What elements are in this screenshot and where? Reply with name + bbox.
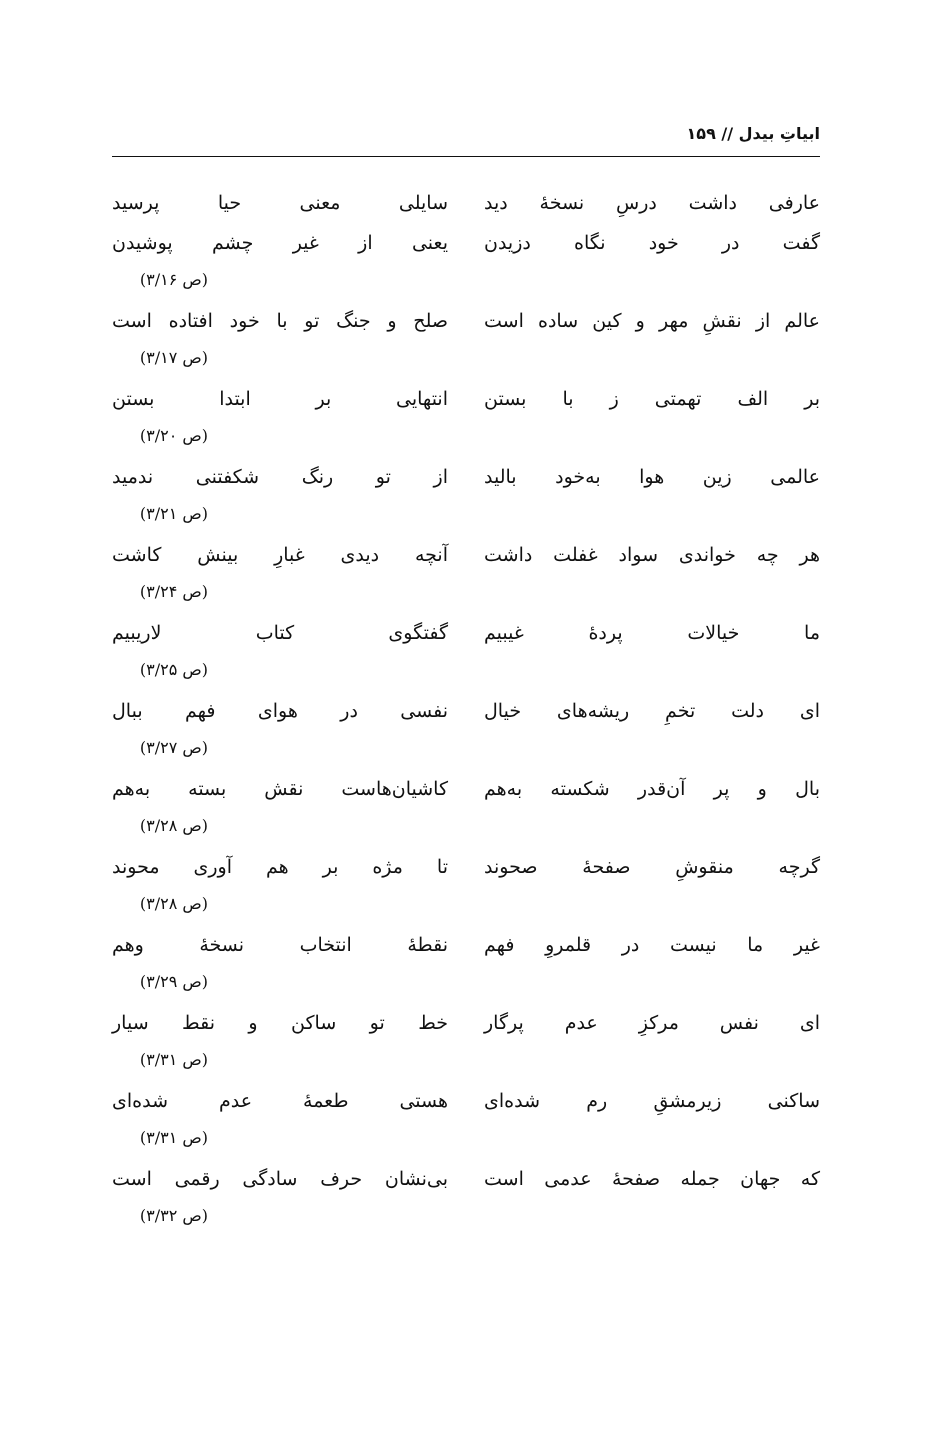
verse-line (112, 774, 820, 814)
page-reference (112, 892, 820, 930)
first-hemistich: ساکنی زیرمشقِ رم شده‌ای (484, 1090, 820, 1112)
running-head: ابیاتِ بیدل // ۱۵۹ (686, 124, 820, 143)
first-hemistich: عالمی زین هوا به‌خود بالید (484, 466, 820, 488)
verse (112, 774, 820, 852)
reference-text: (ص ۳/۱۷) (139, 348, 208, 367)
verse (112, 1086, 820, 1164)
reference-text: (ص ۳/۱۶) (139, 270, 208, 289)
reference-text: (ص ۳/۳۲) (139, 1206, 208, 1225)
second-hemistich: صلح و جنگ تو با خود افتاده است (112, 310, 448, 332)
second-hemistich: بی‌نشان حرف سادگی رقمی است (112, 1168, 448, 1190)
verse (112, 462, 820, 540)
verse-line (112, 1164, 820, 1204)
second-hemistich: سایلی معنی حیا پرسید (112, 192, 448, 214)
verse-line (112, 930, 820, 970)
verse-line (112, 618, 820, 658)
verse (112, 1164, 820, 1242)
verse (112, 540, 820, 618)
verse (112, 930, 820, 1008)
reference-text: (ص ۳/۳۱) (139, 1050, 208, 1069)
verse (112, 188, 820, 228)
page-reference (112, 1126, 820, 1164)
second-hemistich: کاشیان‌هاست نقش بسته به‌هم (112, 778, 448, 800)
second-hemistich: نقطهٔ انتخاب نسخهٔ وهم (112, 934, 448, 956)
first-hemistich: هر چه خواندی سواد غفلت داشت (484, 544, 820, 566)
verse (112, 852, 820, 930)
verse-line (112, 228, 820, 268)
second-hemistich: آنچه دیدی غبارِ بینش کاشت (112, 544, 448, 566)
page-header (112, 120, 820, 157)
verse (112, 1008, 820, 1086)
verse-line (112, 188, 820, 228)
verse (112, 618, 820, 696)
reference-text: (ص ۳/۳۱) (139, 1128, 208, 1147)
page-reference (112, 268, 820, 306)
verse-line (112, 852, 820, 892)
second-hemistich: هستی طعمهٔ عدم شده‌ای (112, 1090, 448, 1112)
page-reference (112, 658, 820, 696)
first-hemistich: که جهان جمله صفحهٔ عدمی است (484, 1168, 820, 1190)
first-hemistich: گرچه منقوشِ صفحهٔ صحوند (484, 856, 820, 878)
reference-text: (ص ۳/۲۱) (139, 504, 208, 523)
reference-text: (ص ۳/۲۹) (139, 972, 208, 991)
verse-line (112, 384, 820, 424)
verse (112, 228, 820, 306)
page-reference (112, 580, 820, 618)
second-hemistich: گفتگوی کتاب لاریبیم (112, 622, 448, 644)
second-hemistich: یعنی از غیر چشم پوشیدن (112, 232, 448, 254)
verse (112, 384, 820, 462)
page-reference (112, 1048, 820, 1086)
reference-text: (ص ۳/۲۴) (139, 582, 208, 601)
second-hemistich: از تو رنگ شکفتنی ندمید (112, 466, 448, 488)
page-reference (112, 424, 820, 462)
second-hemistich: نفسی در هوای فهم ببال (112, 700, 448, 722)
second-hemistich: انتهایی بر ابتدا بستن (112, 388, 448, 410)
first-hemistich: ای نفس مرکزِ عدم پرگار (484, 1012, 820, 1034)
verse (112, 696, 820, 774)
first-hemistich: بال و پر آن‌قدر شکسته به‌هم (484, 778, 820, 800)
first-hemistich: عالم از نقشِ مهر و کین ساده است (484, 310, 820, 332)
first-hemistich: ما خیالات پردهٔ غیبیم (484, 622, 820, 644)
page-reference (112, 814, 820, 852)
poem-body (112, 188, 820, 1242)
first-hemistich: گفت در خود نگاه دزیدن (484, 232, 820, 254)
reference-text: (ص ۳/۲۸) (139, 894, 208, 913)
verse-line (112, 696, 820, 736)
page-reference (112, 736, 820, 774)
verse-line (112, 1086, 820, 1126)
first-hemistich: غیر ما نیست در قلمروِ فهم (484, 934, 820, 956)
verse-line (112, 462, 820, 502)
page-reference (112, 970, 820, 1008)
first-hemistich: بر الف تهمتی ز با بستن (484, 388, 820, 410)
second-hemistich: خط تو ساکن و نقط سیار (112, 1012, 448, 1034)
verse (112, 306, 820, 384)
verse-line (112, 540, 820, 580)
verse-line (112, 1008, 820, 1048)
reference-text: (ص ۳/۲۰) (139, 426, 208, 445)
reference-text: (ص ۳/۲۷) (139, 738, 208, 757)
page-reference (112, 502, 820, 540)
page-reference (112, 1204, 820, 1242)
first-hemistich: ای دلت تخمِ ریشه‌های خیال (484, 700, 820, 722)
verse-line (112, 306, 820, 346)
reference-text: (ص ۳/۲۵) (139, 660, 208, 679)
first-hemistich: عارفی داشت درسِ نسخهٔ دید (484, 192, 820, 214)
page-reference (112, 346, 820, 384)
second-hemistich: تا مژه بر هم آوری محوند (112, 856, 448, 878)
reference-text: (ص ۳/۲۸) (139, 816, 208, 835)
